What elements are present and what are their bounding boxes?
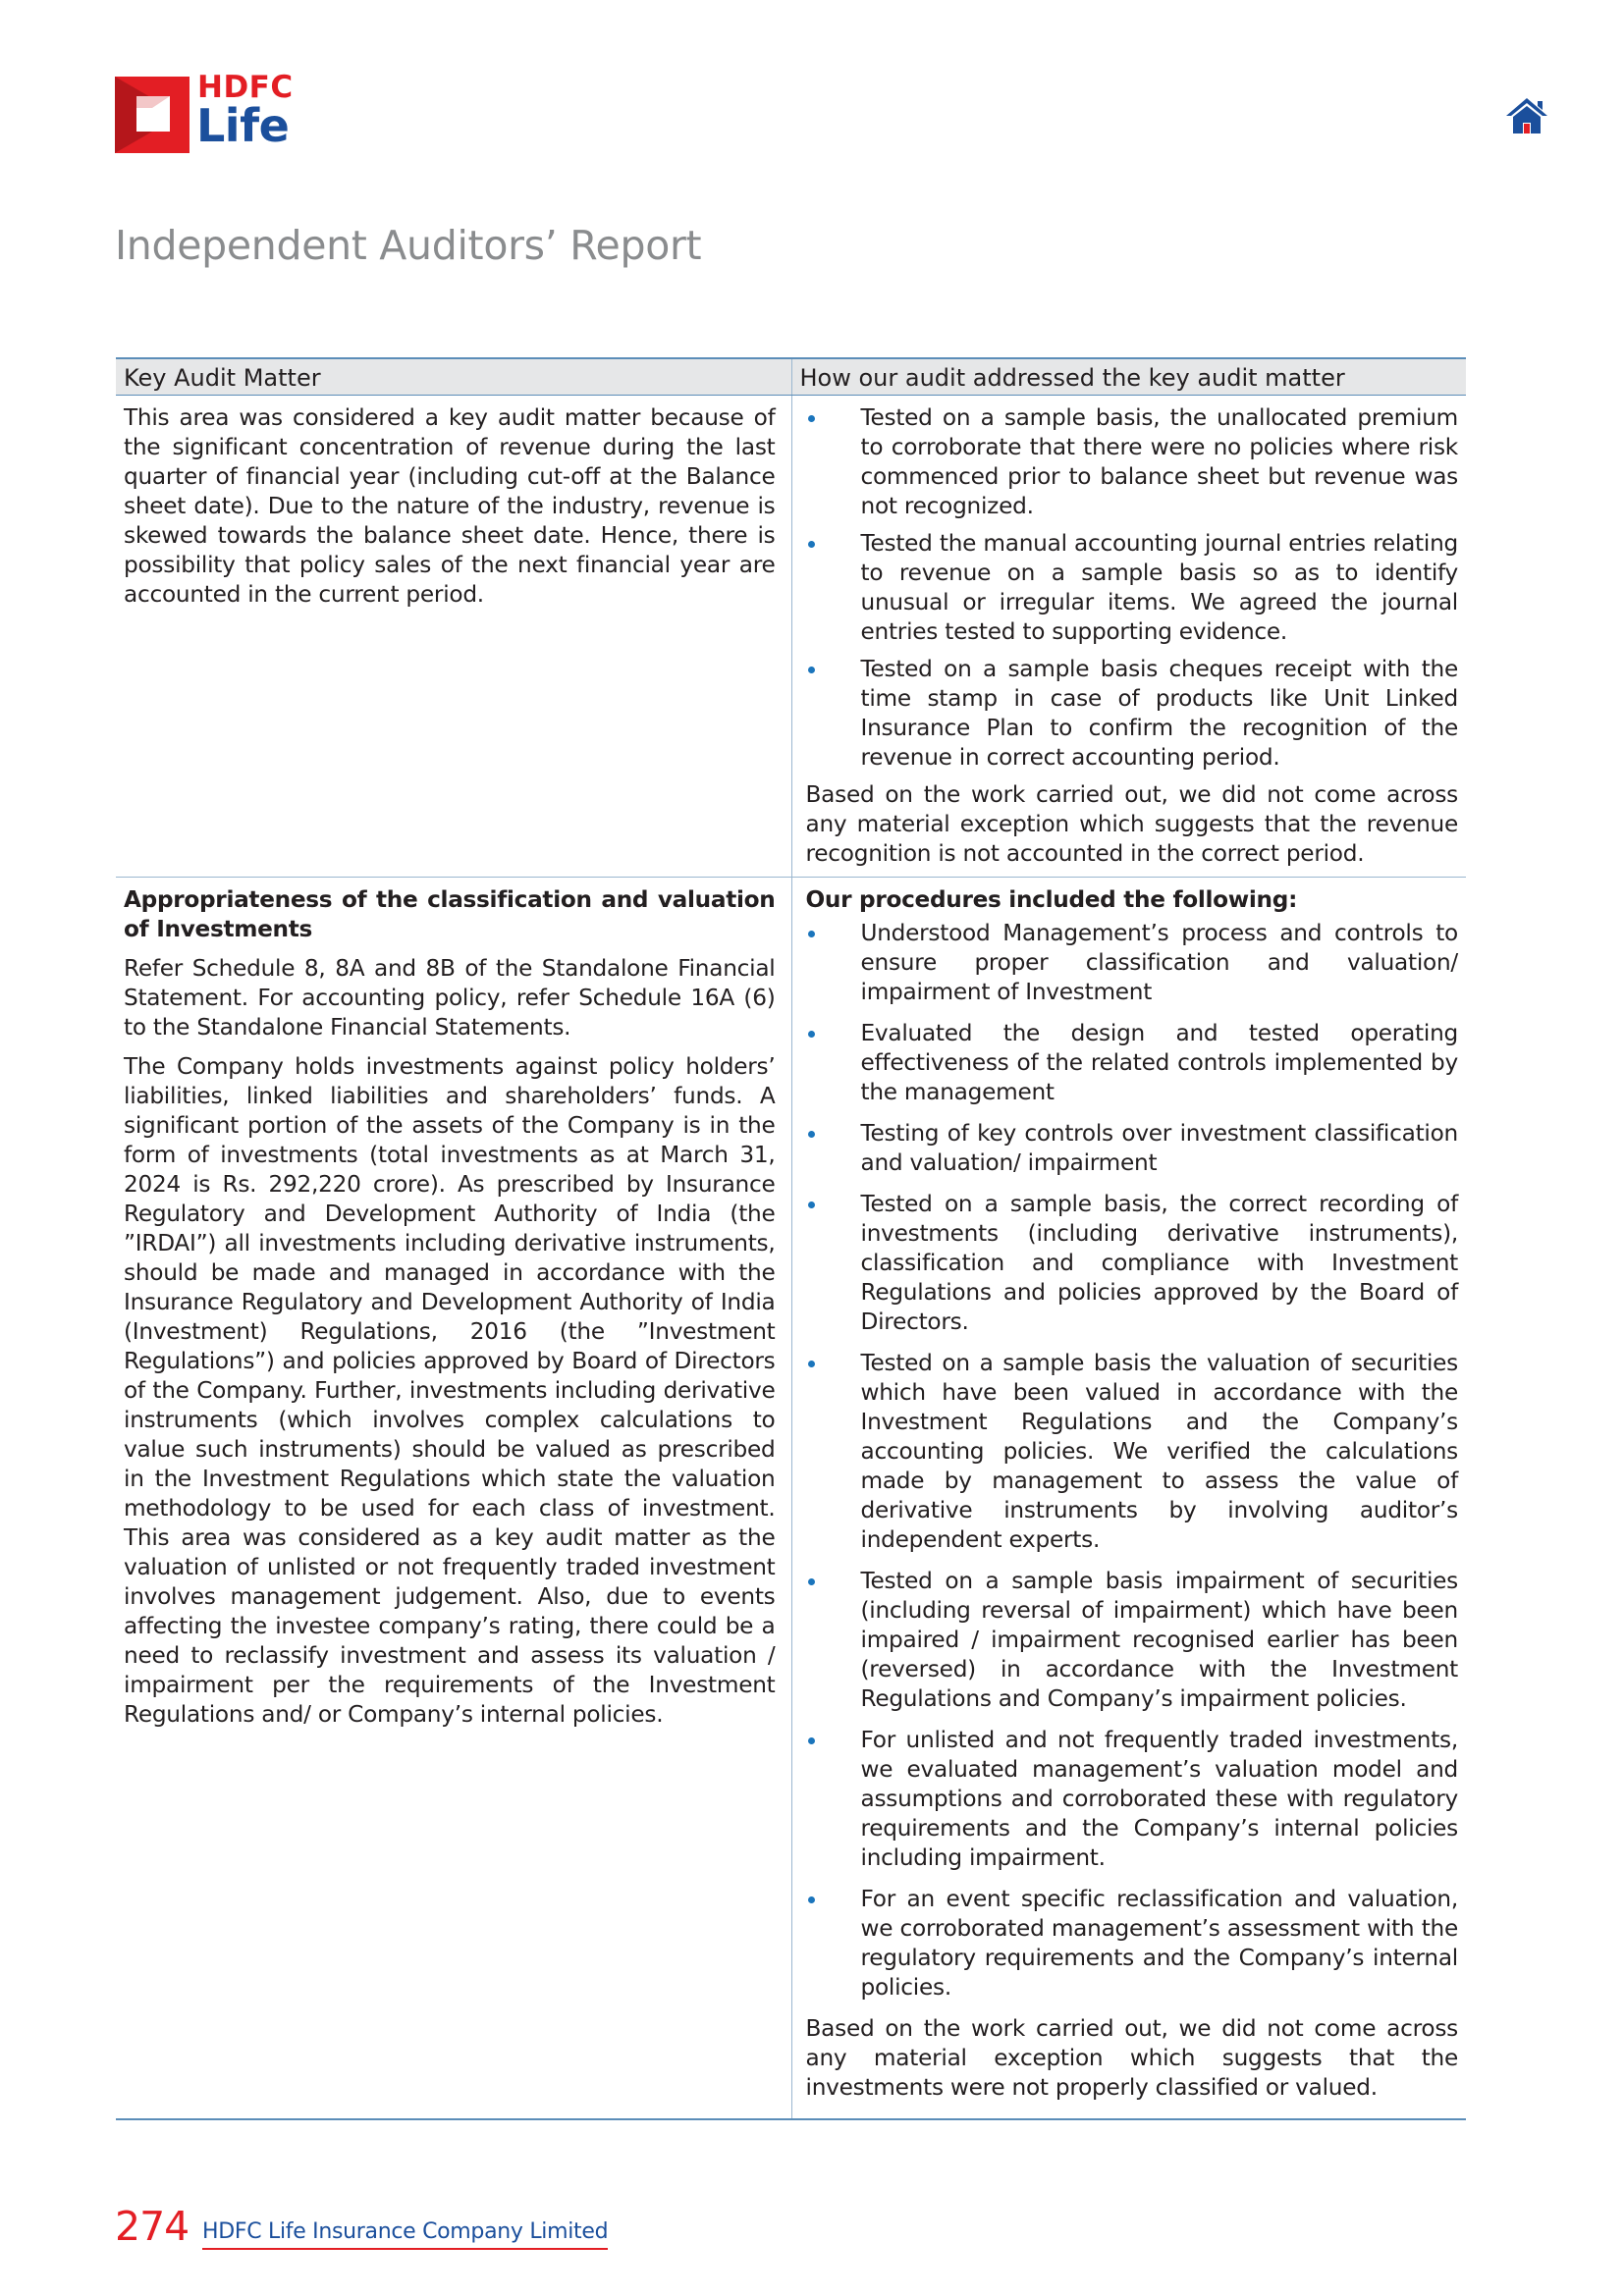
revenue-conclusion: Based on the work carried out, we did not come across any material exception which suggests that the revenue recognition is not accounted in the correct period. xyxy=(805,781,1458,867)
investments-reference: Refer Schedule 8, 8A and 8B of the Standalone Financial Statement. For accounting policy, refer Schedule 16A (6) to the Standalone Financial Statements. xyxy=(124,955,776,1041)
investments-matter-cell xyxy=(116,878,791,2120)
header-key-audit-matter: Key Audit Matter xyxy=(116,358,791,396)
header-audit-response: How our audit addressed the key audit matter xyxy=(791,358,1466,396)
table-row xyxy=(116,878,1466,2120)
list-item: Understood Management’s process and controls to ensure proper classification and valuation/ impairment of Investment xyxy=(806,919,1459,1007)
list-item: Tested on a sample basis impairment of securities (including reversal of impairment) which have been impaired / impairment recognised earlier has been (reversed) in accordance with the Investment Regulations and Company’s impairment policies. xyxy=(806,1567,1459,1714)
investments-procedures-list xyxy=(806,919,1459,2002)
footer-company-name[interactable]: HDFC Life Insurance Company Limited xyxy=(202,2219,608,2250)
hdfc-life-logo xyxy=(115,70,301,157)
revenue-response-cell xyxy=(791,396,1466,878)
home-icon[interactable] xyxy=(1505,96,1548,135)
list-item: Evaluated the design and tested operating effectiveness of the related controls implemented by the management xyxy=(806,1019,1459,1107)
list-item: Tested on a sample basis, the unallocated premium to corroborate that there were no policies where risk commenced prior to balance sheet but revenue was not recognized. xyxy=(806,403,1459,521)
list-item: Tested on a sample basis, the correct recording of investments (including derivative instruments), classification and compliance with Investment Regulations and policies approved by the Board of Directors. xyxy=(806,1190,1459,1337)
logo-mark-icon xyxy=(115,77,189,153)
key-audit-matter-table xyxy=(116,357,1466,2120)
list-item: Tested the manual accounting journal entries relating to revenue on a sample basis so as to identify unusual or irregular items. We agreed the journal entries tested to supporting evidence. xyxy=(806,529,1459,647)
investments-matter-title: Appropriateness of the classification and valuation of Investments xyxy=(124,886,776,942)
list-item: Tested on a sample basis the valuation of securities which have been valued in accordance with the Investment Regulations and the Company’s accounting policies. We verified the calculations made by management to assess the value of derivative instruments by involving auditor’s independent experts. xyxy=(806,1349,1459,1555)
investments-matter-text: The Company holds investments against policy holders’ liabilities, linked liabilities and shareholders’ funds. A significant portion of the assets of the Company is in the form of investments (total investments as at March 31, 2024 is Rs. 292,220 crore). As prescribed by Insurance Regulatory and Development Authority of India (the ”IRDAI”) all investments including derivative instruments, should be made and managed in accordance with the Insurance Regulatory and Development Authority of India (Investment) Regulations, 2016 (the ”Investment Regulations”) and policies approved by Board of Directors of the Company. Further, investments including derivative instruments (which involves complex calculations to value such instruments) should be valued as prescribed in the Investment Regulations which state the valuation methodology to be used for each class of investment. This area was considered as a key audit matter as the valuation of unlisted or not frequently traded investment involves management judgement. Also, due to events affecting the investee company’s rating, there could be a need to reclassify investment and assess its valuation / impairment per the requirements of the Investment Regulations and/ or Company’s internal policies. xyxy=(124,1053,776,1728)
list-item: Testing of key controls over investment classification and valuation/ impairment xyxy=(806,1119,1459,1178)
investments-response-cell xyxy=(791,878,1466,2120)
page-number: 274 xyxy=(115,2203,189,2250)
list-item: For an event specific reclassification and valuation, we corroborated management’s assessment with the regulatory requirements and the Company’s internal policies. xyxy=(806,1885,1459,2002)
logo-life-text: Life xyxy=(196,99,290,152)
page-title: Independent Auditors’ Report xyxy=(115,222,702,269)
logo-hdfc-text: HDFC xyxy=(197,70,294,105)
table-header-row xyxy=(116,358,1466,396)
revenue-procedures-list xyxy=(806,403,1459,773)
procedures-heading: Our procedures included the following: xyxy=(805,886,1298,913)
table-row xyxy=(116,396,1466,878)
list-item: Tested on a sample basis cheques receipt with the time stamp in case of products like Unit Linked Insurance Plan to confirm the recognition of the revenue in correct accounting period. xyxy=(806,655,1459,773)
revenue-matter-cell xyxy=(116,396,791,878)
list-item: For unlisted and not frequently traded investments, we evaluated management’s valuation model and assumptions and corroborated these with regulatory requirements and the Company’s internal policies including impairment. xyxy=(806,1726,1459,1873)
investments-conclusion: Based on the work carried out, we did not come across any material exception which suggests that the investments were not properly classified or valued. xyxy=(805,2015,1458,2101)
revenue-matter-text: This area was considered a key audit matter because of the significant concentration of revenue during the last quarter of financial year (including cut-off at the Balance sheet date). Due to the nature of the industry, revenue is skewed towards the balance sheet date. Hence, there is possibility that policy sales of the next financial year are accounted in the current period. xyxy=(124,404,776,608)
